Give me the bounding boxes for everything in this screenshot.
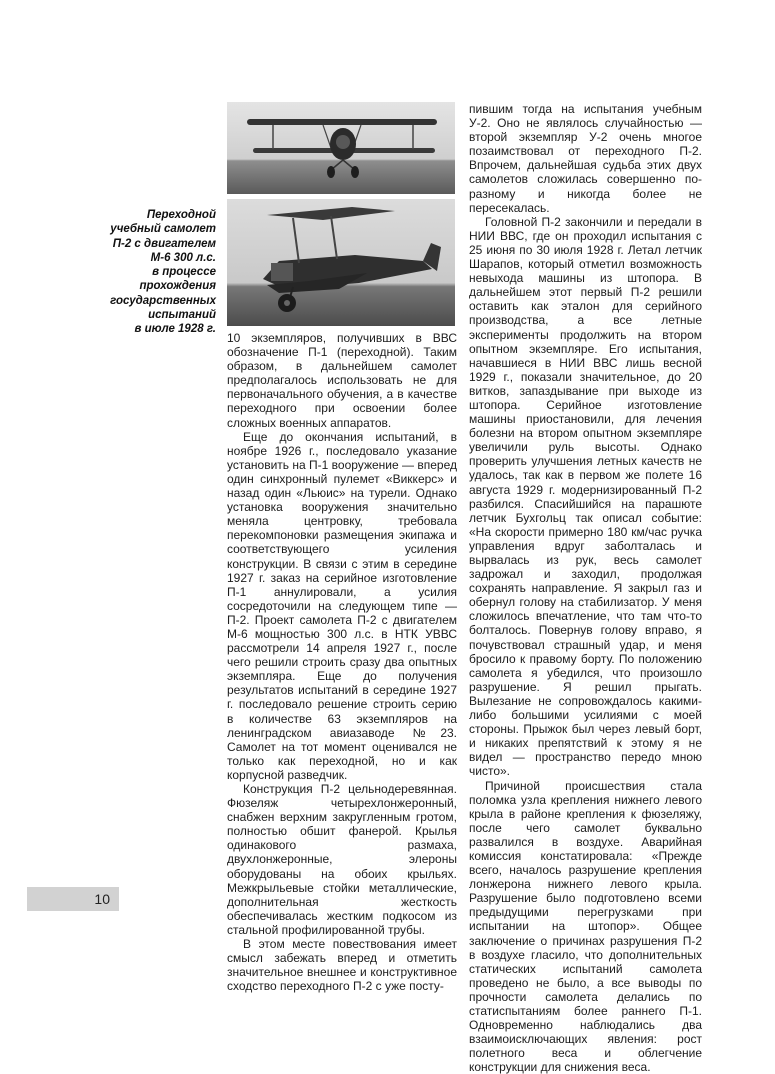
caption-line: в июле 1928 г.	[82, 322, 216, 336]
paragraph: пившим тогда на испытания учебным У-2. Оно не являлось случайностью — второй экземпляр У-2 очень многое позаимствовал от переходного П-2. Впрочем, дальнейшая судьба этих двух самолетов сложилась совершенно по-разному и никогда более не пересекалась.	[469, 102, 702, 215]
photo-caption	[82, 208, 216, 337]
text-column-right	[469, 102, 702, 1074]
paragraph: Причиной происшествия стала поломка узла крепления нижнего левого крыла в районе крепления к фюзеляжу, после чего самолет буквально развалился в воздухе. Аварийная комиссия констатировала: «Прежде всего, началось разрушение крепления лонжерона нижнего левого крыла. Разрушение было подготовлено всеми предыдущими перегрузками при испытании на штопор». Общее заключение о причинах разрушения П-2 в воздухе гласило, что дополнительных статических испытаний самолета проведено не было, а все выводы по прочности самолета делались по статиспытаниям более раннего П-1. Одновременно наблюдались два взаимоисключающих явления: рост полетного веса и облегчение конструкции для снижения веса.	[469, 779, 702, 1074]
text-column-left	[227, 331, 457, 993]
aircraft-photo-side	[227, 199, 455, 326]
caption-line: испытаний	[82, 308, 216, 322]
page-number: 10	[94, 891, 110, 907]
paragraph: 10 экземпляров, получивших в ВВС обозначение П-1 (переходной). Таким образом, в дальнейшем самолет предполагалось использовать не для первоначального обучения, а в качестве переходного при освоении более сложных военных аппаратов.	[227, 331, 457, 430]
paragraph: Головной П-2 закончили и передали в НИИ ВВС, где он проходил испытания с 25 июня по 30 июля 1928 г. Летал летчик Шарапов, который отметил возможность невыхода машины из штопора. В дальнейшем этот первый П-2 решили оставить как эталон для серийного производства, а все летные эксперименты продолжить на втором опытном экземпляре. Его испытания, начавшиеся в НИИ ВВС лишь весной 1929 г., показали значительное, до 20 витков, запаздывание при выходе из штопора. Серийное изготовление машины приостановили, для лечения болезни на втором опытном экземпляре увеличили руль высоты. Однако проверить улучшения летных качеств не удалось, так как в первом же полете 16 августа 1929 г. модернизированный П-2 разбился. Спасийшийся на парашюте летчик Бухгольц так описал событие: «На скорости примерно 180 км/час ручка управления вдруг заболталась и вырвалась из рук, весь самолет задрожал и заходил, продолжая сохранять направление. Я закрыл газ и обернул голову на стабилизатор. У меня сложилось впечатление, что там что-то болталось. Повернув голову вправо, я почувствовал страшный удар, и меня бросило к правому борту. По положению самолета я убедился, что произошло разрушение. Я решил прыгать. Вылезание не сопровождалось какими-либо большими усилиями с моей стороны. Прыжок был через левый борт, и никаких препятствий к этому я не видел — пространство передо мною чисто».	[469, 215, 702, 779]
caption-line: П-2 с двигателем	[82, 237, 216, 251]
paragraph: Еще до окончания испытаний, в ноябре 1926 г., последовало указание установить на П-1 вооружение — вперед один синхронный пулемет «Виккерс» и назад один «Льюис» на турели. Однако установка вооружения значительно меняла центровку, требовала перекомпоновки размещения экипажа и соответствующего усиления конструкции. В связи с этим в середине 1927 г. заказ на серийное изготовление П-1 аннулировали, а усилия сосредоточили на следующем типе — П-2. Проект самолета П-2 с двигателем М-6 мощностью 300 л.с. в НТК УВВС рассмотрели 14 апреля 1927 г., после чего решили строить сразу два опытных экземпляра. Еще до получения результатов испытаний в середине 1927 г. последовало решение строить серию в количестве 63 экземпляров на ленинградском авиазаводе №23. Самолет на тот момент оценивался не только как переходной, но и как корпусной разведчик.	[227, 430, 457, 782]
paragraph: Конструкция П-2 цельнодеревянная. Фюзеляж четырехлонжеронный, снабжен верхним закругленным гротом, полностью обшит фанерой. Крылья одинакового размаха, двухлонжеронные, элероны оборудованы на обоих крыльях. Межкрыльевые стойки металлические, дополнительная жесткость обеспечивалась жестким подкосом из стальной профилированной трубы.	[227, 782, 457, 937]
caption-line: прохождения	[82, 279, 216, 293]
caption-line: в процессе	[82, 265, 216, 279]
caption-line: М-6 300 л.с.	[82, 251, 216, 265]
caption-line: Переходной	[82, 208, 216, 222]
aircraft-photo-front	[227, 102, 455, 194]
caption-line: учебный самолет	[82, 222, 216, 236]
page-number-tab	[27, 887, 119, 911]
caption-line: государственных	[82, 294, 216, 308]
paragraph: В этом месте повествования имеет смысл забежать вперед и отметить значительное внешнее и конструктивное сходство переходного П-2 с уже посту-	[227, 937, 457, 993]
